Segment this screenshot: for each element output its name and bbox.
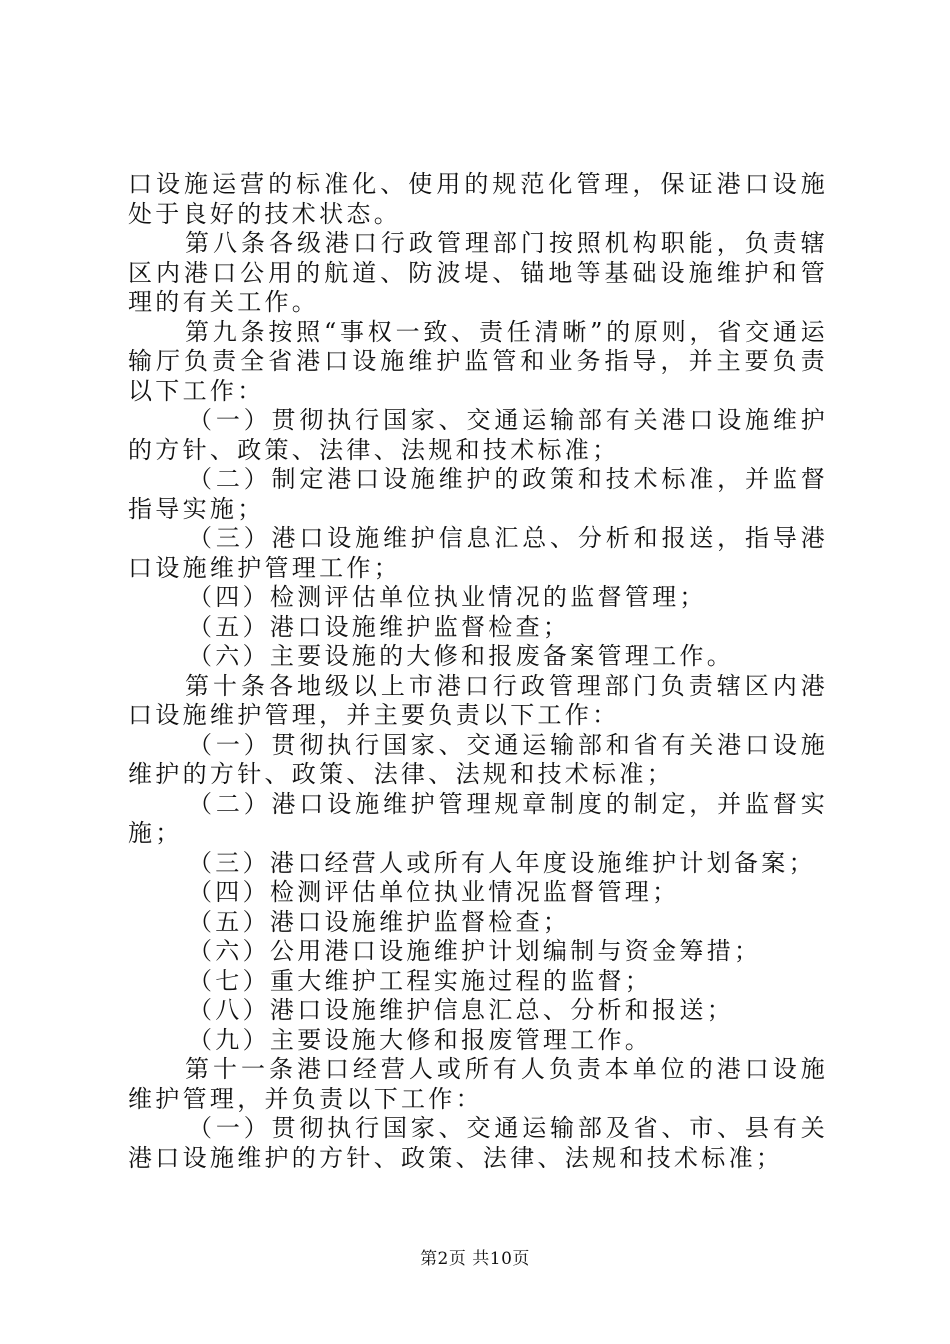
page-number-label: 第2页 共10页 <box>420 1249 530 1269</box>
list-item: （八）港口设施维护信息汇总、分析和报送； <box>188 996 734 1024</box>
document-body <box>128 170 828 1173</box>
list-item: （六）公用港口设施维护计划编制与资金筹措； <box>188 937 762 965</box>
list-item: （一）贯彻执行国家、交通运输部及省、市、县有关港口设施维护的方针、政策、法律、法规和技术标准； <box>128 1114 828 1172</box>
list-item: （二）港口设施维护管理规章制度的制定，并监督实施； <box>128 789 828 847</box>
paragraph: 口设施运营的标准化、使用的规范化管理，保证港口设施处于良好的技术状态。 <box>128 170 828 228</box>
list-item: （九）主要设施大修和报废管理工作。 <box>188 1025 653 1054</box>
list-item: （一）贯彻执行国家、交通运输部有关港口设施维护的方针、政策、法律、法规和技术标准； <box>128 406 828 464</box>
article-paragraph: 第九条按照“事权一致、责任清晰”的原则，省交通运输厅负责全省港口设施维护监管和业务指导，并主要负责以下工作： <box>128 317 828 405</box>
list-item: （三）港口设施维护信息汇总、分析和报送，指导港口设施维护管理工作； <box>128 524 828 582</box>
list-item: （二）制定港口设施维护的政策和技术标准，并监督指导实施； <box>128 465 828 523</box>
article-paragraph: 第十一条港口经营人或所有人负责本单位的港口设施维护管理，并负责以下工作： <box>128 1055 828 1113</box>
page-footer <box>0 1244 950 1269</box>
list-item: （四）检测评估单位执业情况的监督管理； <box>188 583 707 611</box>
list-item: （三）港口经营人或所有人年度设施维护计划备案； <box>188 848 816 877</box>
list-item: （七）重大维护工程实施过程的监督； <box>188 966 653 995</box>
article-paragraph: 第十条各地级以上市港口行政管理部门负责辖区内港口设施维护管理，并主要负责以下工作： <box>128 671 828 729</box>
list-item: （六）主要设施的大修和报废备案管理工作。 <box>188 642 734 670</box>
article-paragraph: 第八条各级港口行政管理部门按照机构职能，负责辖区内港口公用的航道、防波堤、锚地等基础设施维护和管理的有关工作。 <box>128 229 828 316</box>
list-item: （一）贯彻执行国家、交通运输部和省有关港口设施维护的方针、政策、法律、法规和技术标准； <box>128 730 828 788</box>
list-item: （四）检测评估单位执业情况监督管理； <box>188 878 680 906</box>
list-item: （五）港口设施维护监督检查； <box>188 612 571 641</box>
list-item: （五）港口设施维护监督检查； <box>188 907 571 936</box>
